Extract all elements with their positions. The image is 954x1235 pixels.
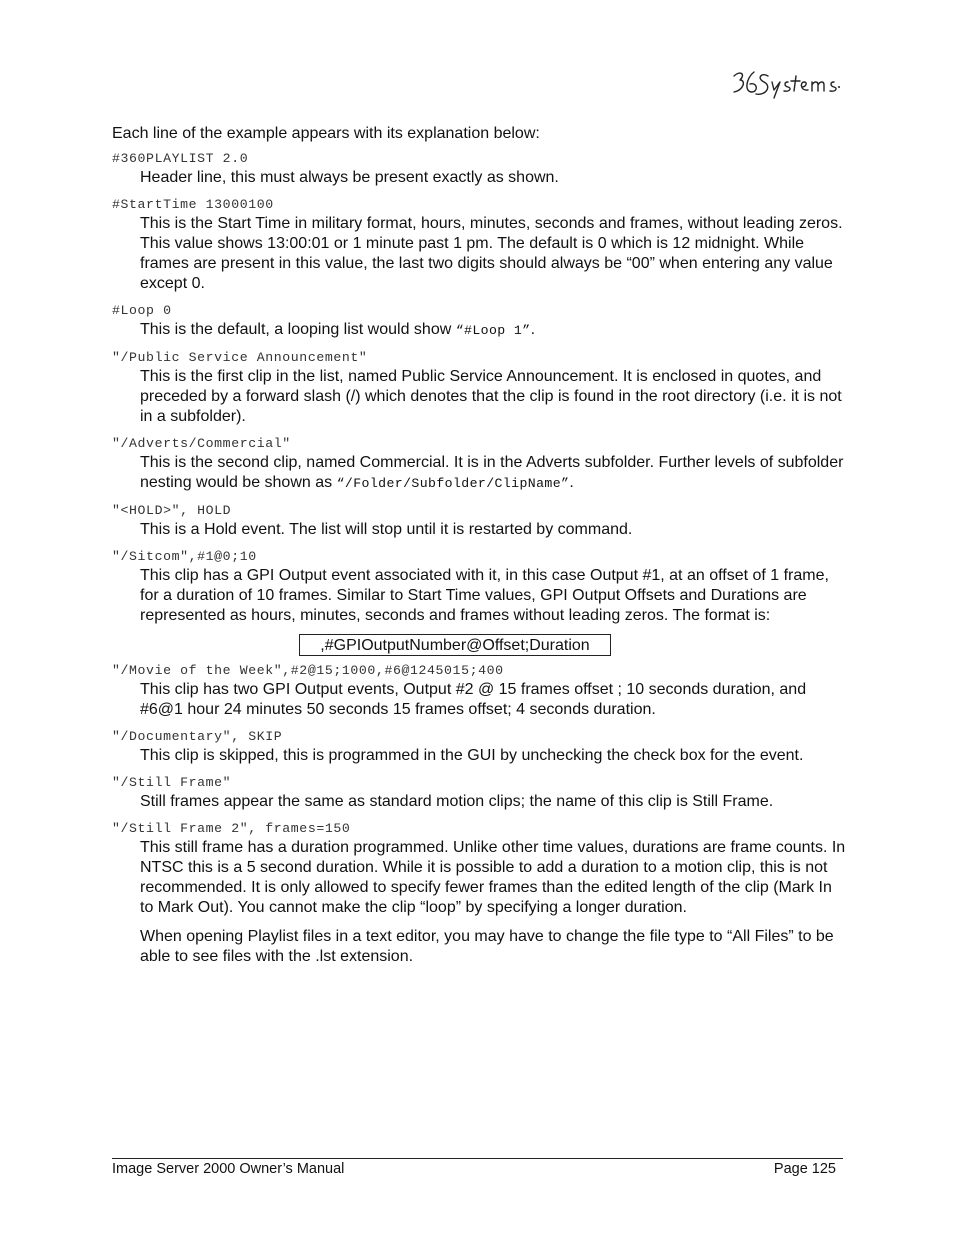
playlist-entry	[112, 502, 847, 540]
playlist-entry	[112, 728, 847, 766]
code-line: "/Documentary", SKIP	[112, 729, 283, 744]
document-body	[112, 124, 847, 967]
entry-description: Still frames appear the same as standard motion clips; the name of this clip is Still Frame.	[140, 793, 774, 810]
closing-paragraph: When opening Playlist files in a text editor, you may have to change the file type to “All Files” to be able to see files with the .lst extension.	[140, 928, 834, 965]
footer-page-number: Page 125	[773, 1161, 836, 1177]
code-line: #Loop 0	[112, 303, 172, 318]
entry-description: This clip is skipped, this is programmed in the GUI by unchecking the check box for the event.	[140, 747, 804, 764]
intro-text: Each line of the example appears with its explanation below:	[112, 125, 540, 142]
footer-divider	[112, 1158, 843, 1159]
code-line: "/Public Service Announcement"	[112, 350, 368, 365]
playlist-entry	[112, 150, 847, 188]
entry-description: This is a Hold event. The list will stop until it is restarted by command.	[140, 521, 633, 538]
entry-description: This is the first clip in the list, named Public Service Announcement. It is enclosed in quotes, and preceded by a forward slash (/) which denotes that the clip is found in the root directory (i.e. it is not in a subfolder).	[140, 368, 842, 425]
playlist-entry	[112, 548, 847, 656]
playlist-entry	[112, 820, 847, 918]
footer-manual-title: Image Server 2000 Owner’s Manual	[112, 1161, 345, 1177]
description-text: .	[530, 321, 536, 338]
playlist-entry	[112, 435, 847, 494]
description-text: .	[569, 474, 574, 491]
entry-description: This still frame has a duration programmed. Unlike other time values, durations are frame counts. In NTSC this is a 5 second duration. While it is possible to add a duration to a motion clip, this is not recommended. It is only allowed to specify fewer frames than the edited length of the clip (Mark In to Mark Out). You cannot make the clip “loop” by specifying a longer duration.	[140, 839, 846, 916]
code-line: #360PLAYLIST 2.0	[112, 151, 249, 166]
entry-description: This clip has two GPI Output events, Output #2 @ 15 frames offset ; 10 seconds duration, and #6@1 hour 24 minutes 50 seconds 15 frames offset; 4 seconds duration.	[140, 681, 807, 718]
playlist-entry	[112, 662, 847, 720]
inline-code: “#Loop 1”	[455, 323, 531, 338]
playlist-entry	[112, 349, 847, 427]
code-line: #StartTime 13000100	[112, 197, 274, 212]
entry-description	[140, 320, 847, 341]
code-line: "/Still Frame"	[112, 775, 232, 790]
playlist-entry	[112, 302, 847, 341]
code-line: "/Movie of the Week",#2@15;1000,#6@1245015;400	[112, 663, 504, 678]
entry-description: This clip has a GPI Output event associated with it, in this case Output #1, at an offset of 1 frame, for a duration of 10 frames. Similar to Start Time values, GPI Output Offsets and Durations are represented as hours, minutes, seconds and frames without leading zeros. The format is:	[140, 567, 829, 624]
code-line: "/Still Frame 2", frames=150	[112, 821, 351, 836]
format-box: ,#GPIOutputNumber@Offset;Duration	[299, 634, 611, 656]
description-text: This is the second clip, named Commercial. It is in the Adverts subfolder. Further levels of subfolder nesting would be shown as	[140, 454, 844, 491]
code-line: "/Adverts/Commercial"	[112, 436, 291, 451]
company-logo	[730, 66, 842, 100]
code-line: "<HOLD>", HOLD	[112, 503, 232, 518]
entry-description: Header line, this must always be present exactly as shown.	[140, 169, 559, 186]
entry-description	[140, 453, 847, 494]
description-text: This is the default, a looping list would show	[140, 321, 456, 338]
code-line: "/Sitcom",#1@0;10	[112, 549, 257, 564]
playlist-entry	[112, 196, 847, 294]
playlist-entry	[112, 774, 847, 812]
inline-code: “/Folder/Subfolder/ClipName”	[336, 476, 570, 491]
entry-description: This is the Start Time in military format, hours, minutes, seconds and frames, without leading zeros. This value shows 13:00:01 or 1 minute past 1 pm. The default is 0 which is 12 midnight. While frames are present in this value, the last two digits should always be “00” when entering any value except 0.	[140, 215, 843, 292]
